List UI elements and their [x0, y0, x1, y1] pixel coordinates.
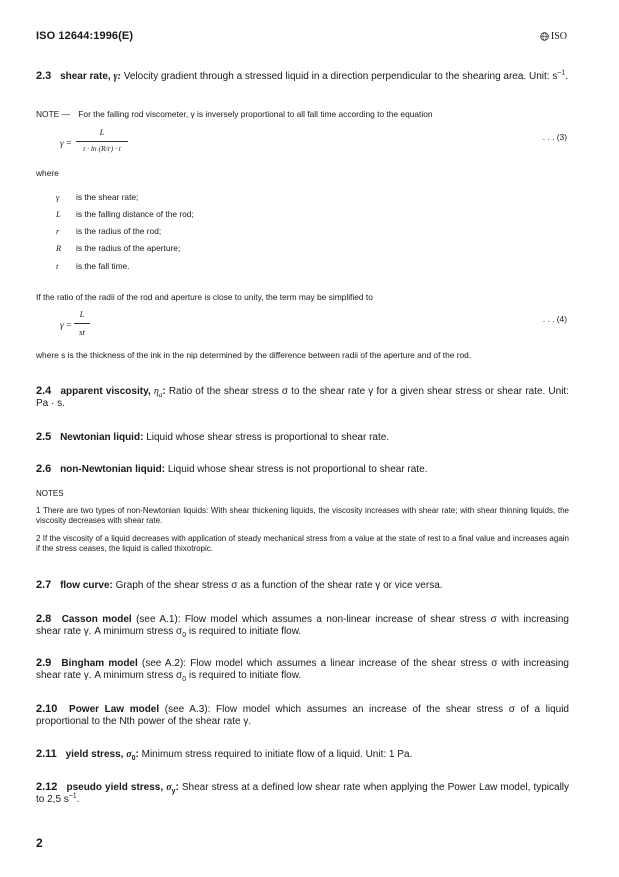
clause-2-10: [36, 703, 569, 728]
eq4-fraction-bar: [74, 323, 90, 324]
clause-definition: Flow model which assumes a linear increase of the shear stress σ with increasing shear rate γ. A minimum stress σ: [36, 658, 569, 681]
eq3-denominator: t · ln (R/r) · t: [83, 144, 121, 153]
clause-2-9: [36, 657, 569, 682]
clause-definition-end: is required to initiate flow.: [186, 670, 302, 681]
clause-term: Casson model: [61, 614, 132, 625]
page-number: 2: [36, 836, 43, 850]
symbol-colon: :: [175, 782, 179, 793]
clause-definition: Flow model which assumes an increase of the shear stress σ of a liquid proportional to the Nth power of the shear rate γ.: [36, 704, 569, 727]
iso-label: ISO: [550, 31, 567, 42]
symbol: L: [56, 209, 61, 219]
clause-term: yield stress,: [65, 749, 124, 760]
unit-period: .: [565, 71, 568, 82]
clause-definition: Liquid whose shear stress is not proportional to shear rate.: [167, 464, 428, 475]
clause-definition: Liquid whose shear stress is proportional to shear rate.: [146, 432, 390, 443]
symbol-description: is the radius of the rod;: [76, 226, 162, 236]
symbol-description: is the fall time.: [76, 261, 130, 271]
eq4-lhs: γ =: [60, 320, 72, 330]
clause-reference: (see A.3):: [164, 704, 211, 715]
where-label: where: [36, 168, 59, 178]
clause-symbol: σ: [126, 749, 132, 760]
clause-number: 2.9: [36, 657, 52, 669]
clause-number: 2.4: [36, 385, 52, 397]
where-s-text: where s is the thickness of the ink in the nip determined by the difference between radii of the aperture and of the rod.: [36, 350, 472, 360]
clause-term: Newtonian liquid:: [60, 432, 144, 443]
eq4-denominator: st: [79, 327, 85, 337]
iso-globe-icon: [540, 32, 549, 41]
unit-superscript: –1: [557, 69, 566, 77]
clause-number: 2.5: [36, 431, 52, 443]
clause-2-3: [36, 70, 569, 83]
eq3-fraction-bar: [76, 141, 128, 142]
clause-definition: Minimum stress required to initiate flow of a liquid. Unit: 1 Pa.: [141, 749, 413, 760]
document-code: ISO 12644:1996(E): [36, 30, 134, 42]
eq3-lhs: γ =: [60, 138, 72, 148]
clause-reference: (see A.2):: [141, 658, 187, 669]
clause-number: 2.3: [36, 70, 52, 82]
clause-definition-end: is required to initiate flow.: [186, 626, 302, 637]
clause-unit: Unit: s: [529, 71, 558, 82]
clause-term: apparent viscosity,: [60, 386, 151, 397]
clause-definition: Graph of the shear stress σ as a function of the shear rate γ or vice versa.: [115, 580, 443, 591]
clause-symbol: γ:: [113, 71, 121, 82]
clause-number: 2.7: [36, 579, 52, 591]
clause-symbol: η: [153, 386, 159, 397]
clause-number: 2.8: [36, 613, 52, 625]
clause-term: Bingham model: [61, 658, 138, 669]
unit-superscript: –1: [68, 792, 77, 800]
clause-definition: Ratio of the shear stress σ to the shear rate γ for a given shear stress or shear rate.: [168, 386, 546, 397]
clause-term: pseudo yield stress,: [66, 782, 164, 793]
symbol-subscript: y: [171, 788, 176, 795]
clause-term: Power Law model: [69, 704, 160, 715]
clause-2-4: [36, 385, 569, 410]
eq3-number: . . . (3): [542, 132, 567, 142]
note-1: 1 There are two types of non-Newtonian liquids: With shear thickening liquids, the viscosity increases with shear rate; with shear thinning liquids, the viscosity decreases with shear rate.: [36, 506, 569, 525]
eq3-numerator: L: [99, 127, 105, 137]
clause-definition: Shear stress at a defined low shear rate when applying the Power Law model, typically to 2,5 s: [36, 782, 570, 805]
clause-number: 2.6: [36, 463, 52, 475]
clause-term: shear rate,: [60, 71, 111, 82]
clause-term: non-Newtonian liquid:: [60, 464, 166, 475]
symbol-description: is the shear rate;: [76, 192, 139, 202]
clause-2-12: [36, 781, 569, 806]
sigma-subscript: 0: [182, 676, 187, 683]
clause-2-5: [36, 431, 569, 444]
clause-definition: Velocity gradient through a stressed liquid in a direction perpendicular to the shearing area.: [123, 71, 527, 82]
clause-number: 2.12: [36, 781, 58, 793]
clause-number: 2.11: [36, 748, 57, 760]
symbol-colon: :: [135, 749, 139, 760]
clause-definition: Flow model which assumes a non-linear increase of shear stress σ with increasing shear rate γ. A minimum stress σ: [36, 614, 569, 637]
iso-logo: [540, 31, 567, 42]
symbol: R: [56, 243, 62, 253]
symbol-subscript: a: [158, 391, 163, 399]
clause-2-7: [36, 579, 569, 592]
clause-term: flow curve:: [60, 580, 113, 591]
simplification-text: If the ratio of the radii of the rod and aperture is close to unity, the term may be simplified to: [36, 292, 373, 302]
clause-symbol: σ: [166, 782, 172, 793]
clause-2-11: [36, 748, 569, 761]
eq4-number: . . . (4): [542, 314, 567, 324]
symbol-description: is the radius of the aperture;: [76, 243, 181, 253]
symbol: r: [56, 226, 60, 236]
note-text: For the falling rod viscometer, γ is inversely proportional to all fall time according to the equation: [78, 109, 433, 119]
note-2-3: [36, 108, 569, 120]
note-label: NOTE —: [36, 109, 70, 119]
clause-2-8: [36, 613, 569, 638]
symbol-colon: :: [162, 386, 166, 397]
eq4-numerator: L: [79, 309, 85, 319]
symbol: γ: [56, 192, 60, 202]
clause-reference: (see A.1):: [136, 614, 181, 625]
clause-unit: Unit: Pa · s.: [36, 386, 569, 409]
notes-label: NOTES: [36, 489, 64, 498]
symbol-subscript: 0: [131, 755, 136, 762]
clause-number: 2.10: [36, 703, 58, 715]
note-2: 2 If the viscosity of a liquid decreases with application of steady mechanical stress from a value at the state of rest to a final value and increases again if the stress ceases, the liquid is called thixotropic.: [36, 534, 569, 553]
sigma-subscript: 0: [182, 632, 187, 639]
clause-definition-end: .: [76, 794, 80, 805]
symbol: t: [56, 261, 59, 271]
clause-2-6: [36, 463, 569, 476]
symbol-description: is the falling distance of the rod;: [76, 209, 194, 219]
